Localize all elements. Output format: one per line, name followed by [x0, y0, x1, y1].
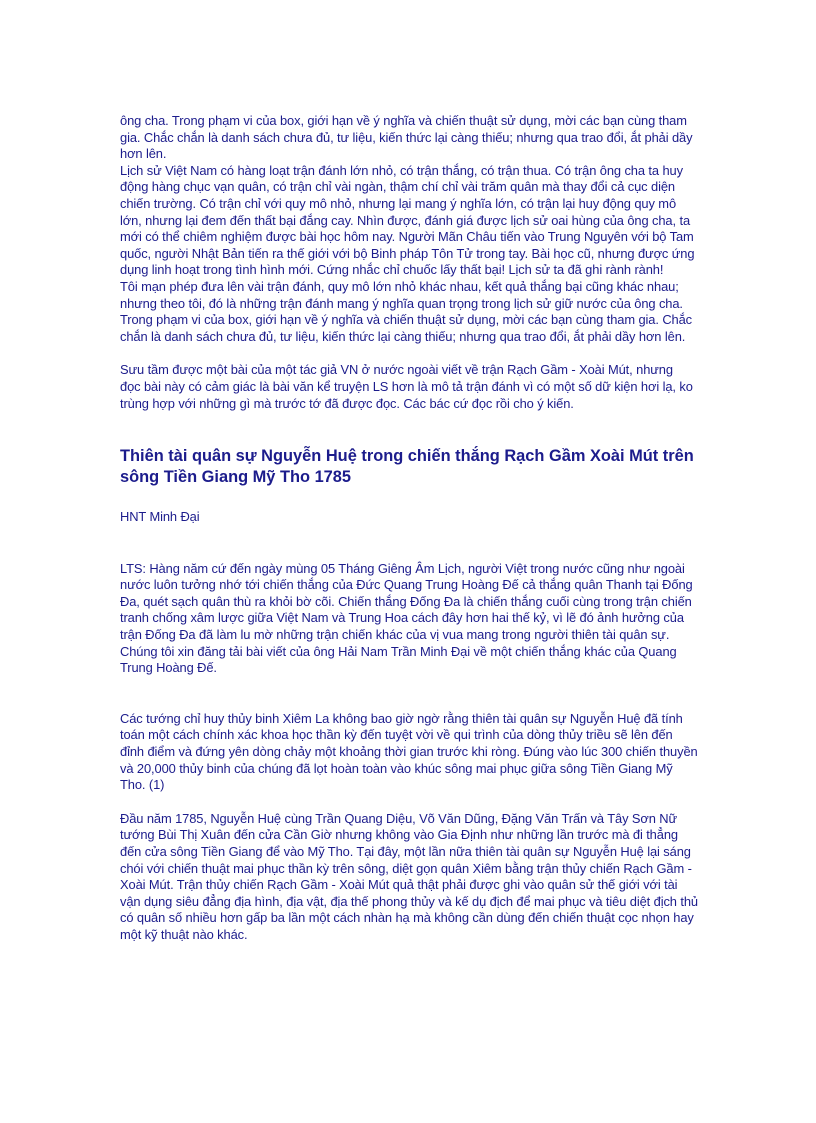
document-content	[120, 113, 700, 944]
paragraph-vietnam-history: Lịch sử Việt Nam có hàng loạt trận đánh lớn nhỏ, có trận thắng, có trận thua. Có trận ông cha ta huy động hàng chục vạn quân, có trận chỉ vài ngàn, thậm chí chỉ vài trăm quân mà thay đổi cả cục diện chiến trường. Có trận chỉ với quy mô nhỏ, nhưng lại mang ý nghĩa lớn, có trận lại huy động quy mô lớn, nhưng lại đem đến thất bại đắng cay. Nhìn được, đánh giá được lịch sử oai hùng của ông cha, ta mới có thể chiêm nghiệm được bài học hôm nay. Người Mãn Châu tiến vào Trung Nguyên với bộ Tam quốc, người Nhật Bản tiến ra thế giới với bộ Binh pháp Tôn Tử trong tay. Bài học cũ, nhưng được ứng dụng linh hoạt trong tình hình mới. Cứng nhắc chỉ chuốc lấy thất bại! Lịch sử ta đã ghi rành rành!	[120, 162, 695, 278]
paragraph-battle-selection: Tôi mạn phép đưa lên vài trận đánh, quy mô lớn nhỏ khác nhau, kết quả thắng bại cũng khác nhau; nhưng theo tôi, đó là những trận đánh mang ý nghĩa quan trọng trong lịch sử giữ nước của ông cha. Trong phạm vi của box, giới hạn về ý nghĩa và chiến thuật sử dụng, mời các bạn cùng tham gia. Chắc chắn là danh sách chưa đủ, tư liệu, kiến thức lại càng thiếu; nhưng qua trao đổi, ắt phải dầy hơn lên.	[120, 278, 693, 344]
article-editor-note: LTS: Hàng năm cứ đến ngày mùng 05 Tháng Giêng Âm Lịch, người Việt trong nước cũng như ngoài nước luôn tưởng nhớ tới chiến thắng của Đức Quang Trung Hoàng Đế cả thắng quân Thanh tại Đống Đa, quét sạch quân thù ra khỏi bờ cõi. Chiến thắng Đống Đa là chiến thắng cuối cùng trong trận chiến tranh chống xâm lược giữa Việt Nam và Trung Hoa cách đây hơn hai thế kỷ, vì lẽ đó ảnh hưởng của trận Đống Đa đã làm lu mờ những trận chiến khác của vị vua mang trong người thiên tài quân sự. Chúng tôi xin đăng tải bài viết của ông Hải Nam Trần Minh Đại về một chiến thắng khác của Quang Trung Hoàng Đế.	[120, 560, 693, 676]
article-body-paragraph-2: Đầu năm 1785, Nguyễn Huệ cùng Trần Quang Diệu, Võ Văn Dũng, Đặng Văn Trấn và Tây Sơn Nữ tướng Bùi Thị Xuân đến cửa Cần Giờ nhưng không vào Gia Định như những lần trước mà đi thẳng đến cửa sông Tiền Giang để vào Mỹ Tho. Tại đây, một lần nữa thiên tài quân sự Nguyễn Huệ lại sáng chói với chiến thuật mai phục thần kỳ trên sông, diệt gọn quân Xiêm bằng trận thủy chiến Rạch Gầm - Xoài Mút. Trận thủy chiến Rạch Gầm - Xoài Mút quả thật phải được ghi vào quân sử thế giới với tài vận dụng siêu đẳng địa hình, địa vật, địa thế phong thủy và kế dụ địch để mai phục và tiêu diệt địch thủ có quân số nhiều hơn gấp ba lần một cách nhàn hạ mà không cần dùng đến chiến thuật cọc nhọn hay một kỹ thuật nào khác.	[120, 810, 698, 942]
article-body-paragraph-1: Các tướng chỉ huy thủy binh Xiêm La không bao giờ ngờ rằng thiên tài quân sự Nguyễn Huệ đã tính toán một cách chính xác khoa học thần kỳ đến tuyệt vời về qui trình của dòng thủy triều sẽ lên đến đỉnh điểm và đứng yên dòng chảy một khoảng thời gian trước khi ròng. Đúng vào lúc 300 chiến thuyền và 20,000 thủy binh của chúng đã lọt hoàn toàn vào khúc sông mai phục giữa sông Tiền Giang Mỹ Tho. (1)	[120, 710, 698, 793]
article-title: Thiên tài quân sự Nguyễn Huệ trong chiến thắng Rạch Gầm Xoài Mút trên sông Tiền Giang Mỹ Tho 1785	[120, 447, 694, 487]
paragraph-intro-continued: ông cha. Trong phạm vi của box, giới hạn về ý nghĩa và chiến thuật sử dụng, mời các bạn cùng tham gia. Chắc chắn là danh sách chưa đủ, tư liệu, kiến thức lại càng thiếu; nhưng qua trao đổi, ắt phải dầy hơn lên.	[120, 113, 693, 162]
paragraph-collected-article: Sưu tầm được một bài của một tác giả VN ở nước ngoài viết về trận Rạch Gầm - Xoài Mút, nhưng đọc bài này có cảm giác là bài văn kể truyện LS hơn là mô tả trận đánh vì có một số dữ kiện hơi lạ, ko trùng hợp với những gì mà trước tớ đã được đọc. Các bác cứ đọc rồi cho ý kiến.	[120, 362, 693, 411]
article-author: HNT Minh Đại	[120, 509, 200, 525]
